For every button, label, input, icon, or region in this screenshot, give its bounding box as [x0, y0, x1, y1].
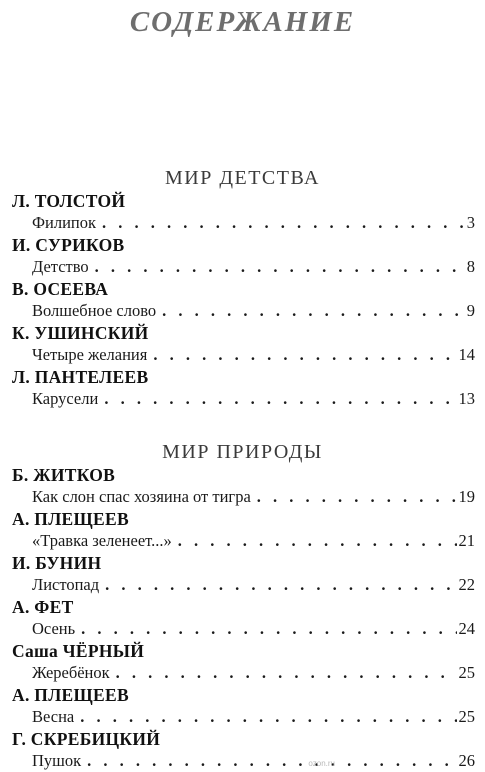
dot-leader	[87, 750, 456, 772]
toc-entry[interactable]	[12, 750, 475, 772]
dot-leader	[81, 618, 456, 640]
toc-entry[interactable]	[12, 486, 475, 508]
dot-leader	[104, 388, 456, 410]
toc-item	[12, 366, 475, 410]
dot-leader	[105, 574, 456, 596]
toc-item	[12, 640, 475, 684]
toc-entry[interactable]	[12, 256, 475, 278]
page-number: 25	[458, 663, 475, 682]
toc-entry[interactable]	[12, 618, 475, 640]
page-number: 13	[458, 389, 475, 408]
toc-entry[interactable]	[12, 574, 475, 596]
author-name: Г. СКРЕБИЦКИЙ	[12, 729, 161, 749]
toc-item	[12, 552, 475, 596]
dot-leader	[162, 300, 465, 322]
author-name: Б. ЖИТКОВ	[12, 465, 116, 485]
author-name: А. ПЛЕЩЕЕВ	[12, 685, 129, 705]
dot-leader	[95, 256, 465, 278]
page-number: 8	[466, 257, 475, 276]
toc-entry[interactable]	[12, 212, 475, 234]
page-number: 19	[458, 487, 475, 506]
author-name: А. ПЛЕЩЕЕВ	[12, 509, 129, 529]
page-number: 25	[458, 707, 475, 726]
toc-item	[12, 684, 475, 728]
toc-section	[12, 464, 475, 772]
watermark: ozon.ru	[308, 759, 335, 768]
work-title: Как слон спас хозяина от тигра	[32, 487, 251, 506]
toc-item	[12, 728, 475, 772]
author-name: Л. ТОЛСТОЙ	[12, 191, 126, 211]
work-title: Осень	[32, 619, 76, 638]
work-title: Листопад	[32, 575, 100, 594]
toc-entry[interactable]	[12, 530, 475, 552]
author-name: И. СУРИКОВ	[12, 235, 125, 255]
dot-leader	[102, 212, 465, 234]
dot-leader	[116, 662, 457, 684]
work-title: Четыре желания	[32, 345, 148, 364]
work-title: «Травка зеленеет...»	[32, 531, 172, 550]
page-number: 22	[458, 575, 475, 594]
toc-item	[12, 190, 475, 234]
dot-leader	[257, 486, 457, 508]
work-title: Пушок	[32, 751, 82, 770]
toc-item	[12, 508, 475, 552]
author-name: А. ФЕТ	[12, 597, 74, 617]
toc-section	[12, 190, 475, 410]
page-title: СОДЕРЖАНИЕ	[129, 6, 356, 38]
toc-entry[interactable]	[12, 388, 475, 410]
page-number: 24	[458, 619, 475, 638]
work-title: Карусели	[32, 389, 99, 408]
section-heading: МИР ПРИРОДЫ	[162, 441, 323, 463]
toc-item	[12, 464, 475, 508]
page-number: 26	[458, 751, 475, 770]
page-number: 9	[466, 301, 475, 320]
work-title: Жеребёнок	[32, 663, 110, 682]
toc-item	[12, 278, 475, 322]
work-title: Филипок	[32, 213, 97, 232]
page-number: 21	[458, 531, 475, 550]
dot-leader	[153, 344, 456, 366]
toc-entry[interactable]	[12, 706, 475, 728]
dot-leader	[80, 706, 456, 728]
author-name: Л. ПАНТЕЛЕЕВ	[12, 367, 149, 387]
toc-entry[interactable]	[12, 662, 475, 684]
toc-entry[interactable]	[12, 300, 475, 322]
toc-entry[interactable]	[12, 344, 475, 366]
section-heading: МИР ДЕТСТВА	[164, 167, 320, 189]
work-title: Детство	[32, 257, 89, 276]
author-name: Саша ЧЁРНЫЙ	[12, 641, 145, 661]
work-title: Волшебное слово	[32, 301, 157, 320]
page-number: 3	[466, 213, 475, 232]
toc-item	[12, 234, 475, 278]
author-name: К. УШИНСКИЙ	[12, 323, 149, 343]
page-number: 14	[458, 345, 475, 364]
author-name: И. БУНИН	[12, 553, 102, 573]
work-title: Весна	[32, 707, 75, 726]
author-name: В. ОСЕЕВА	[12, 279, 109, 299]
toc-item	[12, 322, 475, 366]
toc-item	[12, 596, 475, 640]
dot-leader	[178, 530, 457, 552]
